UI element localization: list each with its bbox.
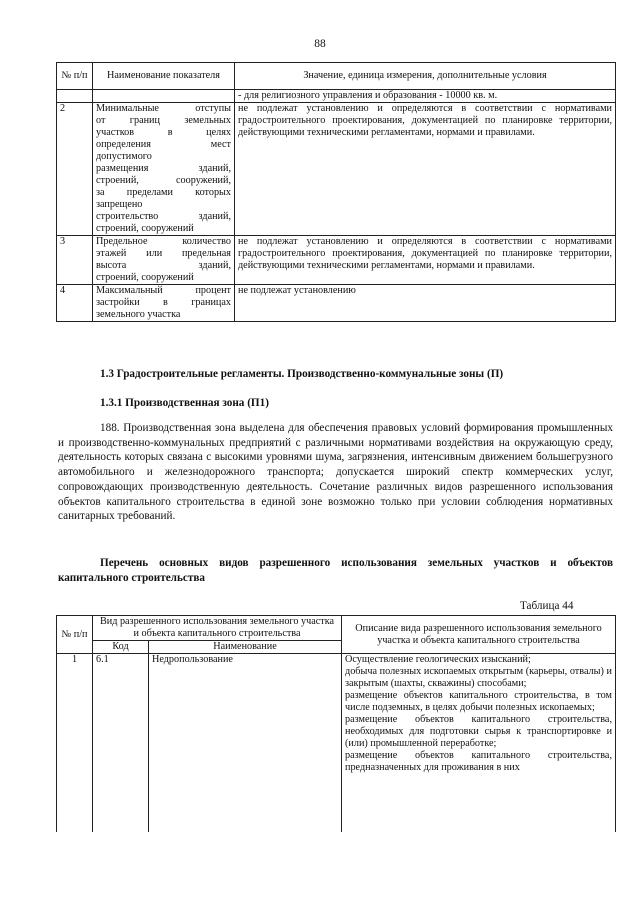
use-description: Осуществление геологических изысканий; добыча полезных ископаемых открытым (карьеры, отвалы) и закрытым (шахты, скважины) способами; размещение объектов капитального строительства, в том числе подземных, в целях добычи полезных ископаемых; размещение объектов капитального строительства, необходимых для подготовки сырья к транспортировке и (или) промышленной переработке; размещение объектов капитального строительства, предназначенных для проживания в них [342,654,616,833]
row-num: 1 [57,654,93,833]
indicators-table [56,62,616,322]
zone-description-paragraph: 188. Производственная зона выделена для обеспечения правовых условий формирования промышленных и производственно-коммунальных предприятий с различными нормативами воздействия на окружающую среду, деятельность которых связана с высокими уровнями шума, загрязнения, интенсивным движением большегрузного автомобильного и железнодорожного транспорта; допускается широкий спектр коммерческих услуг, сопровождающих производственную деятельность. Сочетание различных видов разрешенного использования объектов капитального строительства в единой зоне возможно только при условии соблюдения нормативных санитарных требований. [58,422,613,523]
row-num: 3 [57,236,93,285]
indicator-name: Минимальные отступы от границ земельных участков в целях определения мест допустимого размещения зданий, строений, сооружений, за пределами которых запрещено строительство зданий, строений, сооружений [93,103,235,236]
table-caption: Таблица 44 [520,600,574,612]
indicator-name: Максимальный процент застройки в границах земельного участка [93,285,235,322]
header-code: Код [93,641,149,654]
page-number: 88 [314,38,326,50]
row-num: 4 [57,285,93,322]
note-cell: - для религиозного управления и образования - 10000 кв. м. [235,90,616,103]
header-use-type: Вид разрешенного использования земельного участка и объекта капитального строительства [93,616,342,641]
header-num: № п/п [57,63,93,90]
header-num: № п/п [57,616,93,654]
indicator-value: не подлежат установлению и определяются в соответствии с нормативами градостроительного проектирования, документацией по планировке территории, действующими техническими регламентами, нормами и правилами. [235,103,616,236]
header-name: Наименование [149,641,342,654]
header-indicator: Наименование показателя [93,63,235,90]
table-header-row [57,63,616,90]
header-description: Описание вида разрешенного использования земельного участка и объекта капитального строительства [342,616,616,654]
indicator-value: не подлежат установлению [235,285,616,322]
indicator-value: не подлежат установлению и определяются в соответствии с нормативами градостроительного проектирования, документацией по планировке территории, действующими техническими регламентами, нормами и правилами. [235,236,616,285]
table-row [57,236,616,285]
list-title: Перечень основных видов разрешенного использования земельных участков и объектов капитального строительства [58,557,613,584]
use-code: 6.1 [93,654,149,833]
permitted-uses-table [56,615,616,832]
use-name: Недропользование [149,654,342,833]
header-value: Значение, единица измерения, дополнительные условия [235,63,616,90]
table-row [57,103,616,236]
section-heading: 1.3 Градостроительные регламенты. Производственно-коммунальные зоны (П) [100,368,504,380]
table-row [57,285,616,322]
row-num: 2 [57,103,93,236]
table-row [57,654,616,833]
table-header-row [57,616,616,641]
indicator-name: Предельное количество этажей или предельная высота зданий, строений, сооружений [93,236,235,285]
table-row [57,90,616,103]
subsection-heading: 1.3.1 Производственная зона (П1) [100,397,269,409]
